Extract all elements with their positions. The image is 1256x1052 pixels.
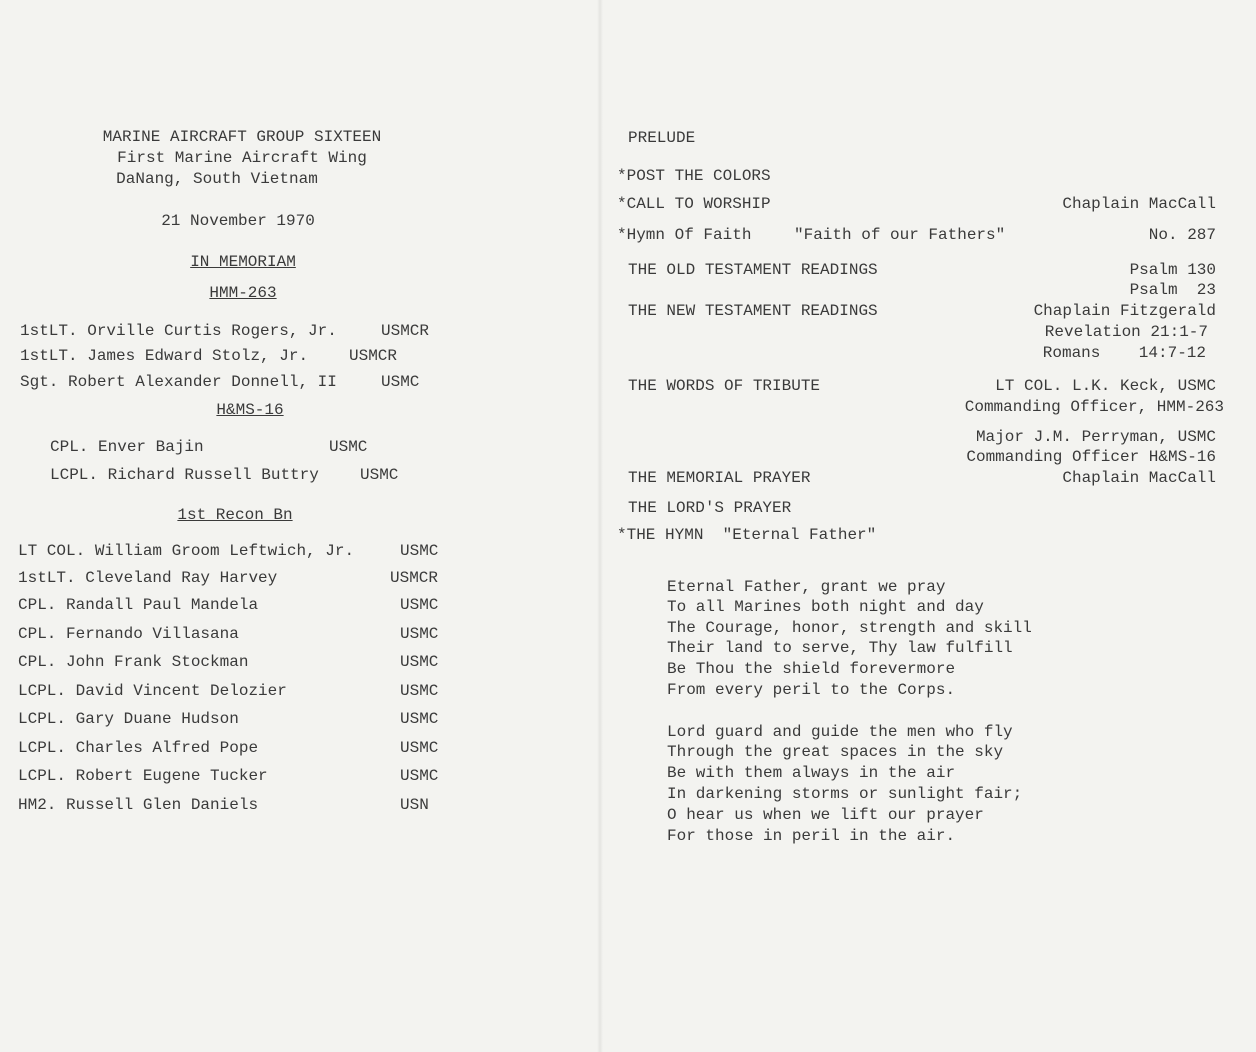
org-name: MARINE AIRCRAFT GROUP SIXTEEN: [102, 128, 382, 146]
post-colors: *POST THE COLORS: [617, 167, 771, 185]
hymn-line: From every peril to the Corps.: [667, 681, 956, 699]
member-branch: USMC: [381, 373, 420, 391]
hymn-of-faith: *Hymn Of Faith: [617, 226, 752, 244]
new-testament-ref-2: Romans 14:7-12: [1042, 344, 1206, 362]
memoriam-title: IN MEMORIAM: [190, 253, 296, 271]
old-testament-ref-2: Psalm 23: [1129, 281, 1216, 299]
member-name: CPL. Enver Bajin: [50, 438, 204, 456]
member-branch: USMC: [360, 466, 399, 484]
call-to-worship-by: Chaplain MacCall: [1062, 195, 1216, 213]
member-name: LCPL. Charles Alfred Pope: [18, 739, 259, 757]
member-branch: USMCR: [381, 322, 430, 340]
member-name: 1stLT. Cleveland Ray Harvey: [18, 569, 278, 587]
tribute-speaker-2: Major J.M. Perryman, USMC: [975, 428, 1216, 446]
member-branch: USMC: [400, 710, 439, 728]
member-branch: USMC: [400, 625, 439, 643]
unit-heading-hms16: H&MS-16: [216, 401, 284, 419]
memorial-prayer-by: Chaplain MacCall: [1062, 469, 1216, 487]
member-name: CPL. John Frank Stockman: [18, 653, 249, 671]
member-name: 1stLT. Orville Curtis Rogers, Jr.: [20, 322, 337, 340]
member-name: CPL. Randall Paul Mandela: [18, 596, 259, 614]
member-name: Sgt. Robert Alexander Donnell, II: [20, 373, 337, 391]
hymn-line: For those in peril in the air.: [667, 827, 956, 845]
hymn-of-faith-number: No. 287: [1148, 226, 1216, 244]
member-name: LCPL. Richard Russell Buttry: [50, 466, 319, 484]
member-name: CPL. Fernando Villasana: [18, 625, 239, 643]
date: 21 November 1970: [161, 212, 315, 230]
tribute-speaker-2-role: Commanding Officer H&MS-16: [966, 448, 1216, 466]
tribute-speaker-1: LT COL. L.K. Keck, USMC: [995, 377, 1216, 395]
member-name: LCPL. Robert Eugene Tucker: [18, 767, 268, 785]
member-branch: USMC: [400, 596, 439, 614]
member-name: LCPL. Gary Duane Hudson: [18, 710, 239, 728]
member-branch: USMCR: [349, 347, 398, 365]
closing-hymn: *THE HYMN "Eternal Father": [617, 526, 877, 544]
call-to-worship: *CALL TO WORSHIP: [617, 195, 771, 213]
hymn-line: O hear us when we lift our prayer: [667, 806, 984, 824]
hymn-line: The Courage, honor, strength and skill: [667, 619, 1032, 637]
hymn-line: Lord guard and guide the men who fly: [667, 723, 1013, 741]
member-name: HM2. Russell Glen Daniels: [18, 796, 259, 814]
member-branch: USMC: [329, 438, 368, 456]
hymn-of-faith-title: "Faith of our Fathers": [794, 226, 1006, 244]
left-page: [0, 0, 600, 1052]
member-branch: USMC: [400, 739, 439, 757]
hymn-line: Their land to serve, Thy law fulfill: [667, 639, 1013, 657]
hymn-line: Eternal Father, grant we pray: [667, 578, 946, 596]
member-branch: USMCR: [390, 569, 439, 587]
old-testament-ref-1: Psalm 130: [1129, 261, 1216, 279]
unit-heading-recon: 1st Recon Bn: [177, 506, 293, 524]
lords-prayer: THE LORD'S PRAYER: [628, 499, 792, 517]
new-testament-by: Chaplain Fitzgerald: [1033, 302, 1216, 320]
hymn-line: Be with them always in the air: [667, 764, 956, 782]
new-testament-readings: THE NEW TESTAMENT READINGS: [628, 302, 878, 320]
hymn-line: In darkening storms or sunlight fair;: [667, 785, 1023, 803]
words-of-tribute: THE WORDS OF TRIBUTE: [628, 377, 821, 395]
hymn-line: To all Marines both night and day: [667, 598, 984, 616]
wing-name: First Marine Aircraft Wing: [117, 149, 367, 167]
member-branch: USMC: [400, 767, 439, 785]
memorial-prayer: THE MEMORIAL PRAYER: [628, 469, 811, 487]
new-testament-ref-1: Revelation 21:1-7: [1044, 323, 1208, 341]
unit-heading-hmm263: HMM-263: [209, 284, 277, 302]
old-testament-readings: THE OLD TESTAMENT READINGS: [628, 261, 878, 279]
right-page: [600, 0, 1256, 1052]
member-branch: USN: [400, 796, 429, 814]
location: DaNang, South Vietnam: [116, 170, 318, 188]
member-branch: USMC: [400, 653, 439, 671]
member-name: LCPL. David Vincent Delozier: [18, 682, 287, 700]
member-name: 1stLT. James Edward Stolz, Jr.: [20, 347, 309, 365]
member-branch: USMC: [400, 682, 439, 700]
member-name: LT COL. William Groom Leftwich, Jr.: [18, 542, 355, 560]
hymn-line: Be Thou the shield forevermore: [667, 660, 956, 678]
hymn-line: Through the great spaces in the sky: [667, 743, 1004, 761]
tribute-speaker-1-role: Commanding Officer, HMM-263: [964, 398, 1224, 416]
prelude: PRELUDE: [628, 129, 696, 147]
member-branch: USMC: [400, 542, 439, 560]
